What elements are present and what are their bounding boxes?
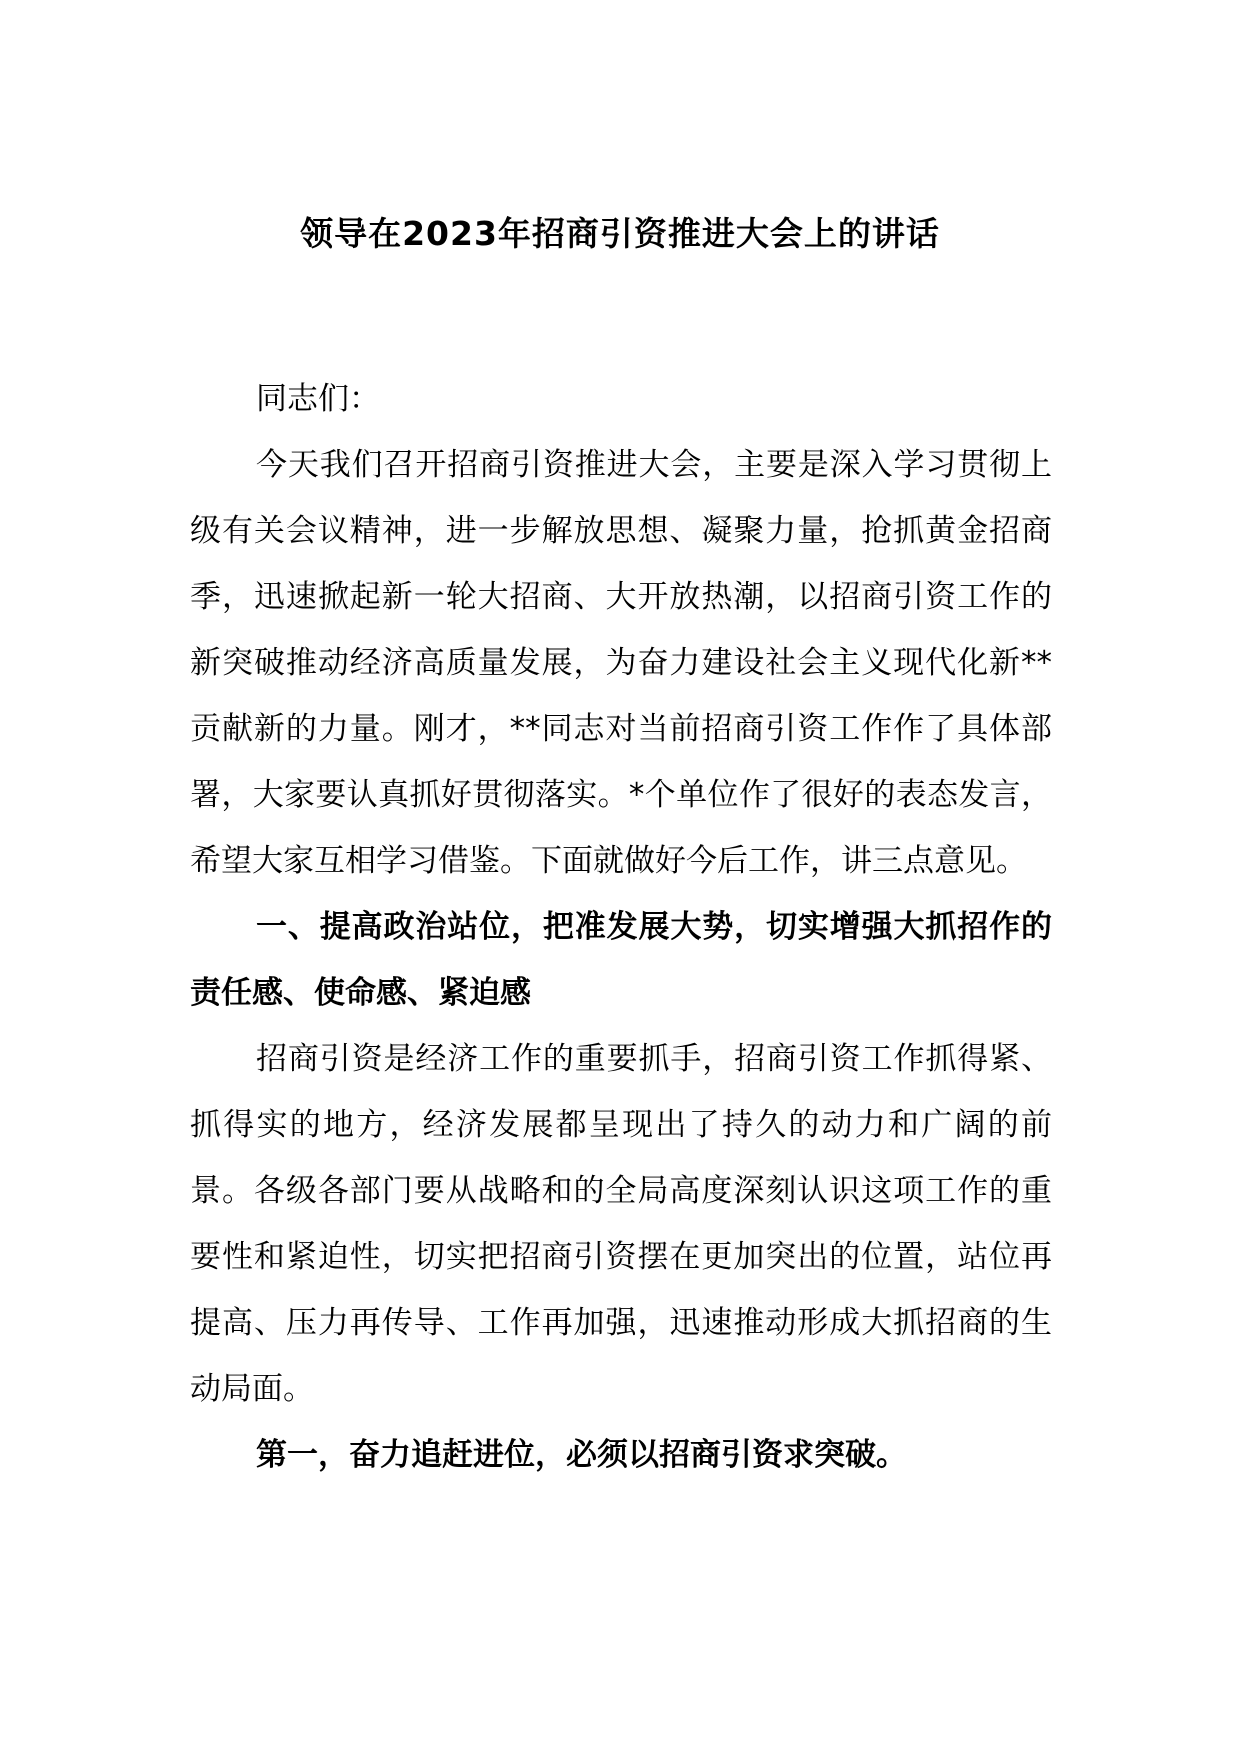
document-title: 领导在2023年招商引资推进大会上的讲话: [300, 214, 940, 253]
document-body: [190, 366, 1052, 1488]
subheading-first: 第一，奋力追赶进位，必须以招商引资求突破。: [256, 1437, 907, 1473]
section-heading-1: 一、提高政治站位，把准发展大势，切实增强大抓招作的责任感、使命感、紧迫感: [190, 909, 1052, 1011]
greeting-line: 同志们：: [256, 381, 380, 417]
opening-paragraph: 今天我们召开招商引资推进大会，主要是深入学习贯彻上级有关会议精神，进一步解放思想、凝聚力量，抢抓黄金招商季，迅速掀起新一轮大招商、大开放热潮，以招商引资工作的新突破推动经济高质量发展，为奋力建设社会主义现代化新**贡献新的力量。刚才，**同志对当前招商引资工作作了具体部署，大家要认真抓好贯彻落实。*个单位作了很好的表态发言，希望大家互相学习借鉴。下面就做好今后工作，讲三点意见。: [190, 447, 1052, 879]
section-1-paragraph: 招商引资是经济工作的重要抓手，招商引资工作抓得紧、抓得实的地方，经济发展都呈现出了持久的动力和广阔的前景。各级各部门要从战略和的全局高度深刻认识这项工作的重要性和紧迫性，切实把招商引资摆在更加突出的位置，站位再提高、压力再传导、工作再加强，迅速推动形成大抓招商的生动局面。: [190, 1041, 1052, 1407]
